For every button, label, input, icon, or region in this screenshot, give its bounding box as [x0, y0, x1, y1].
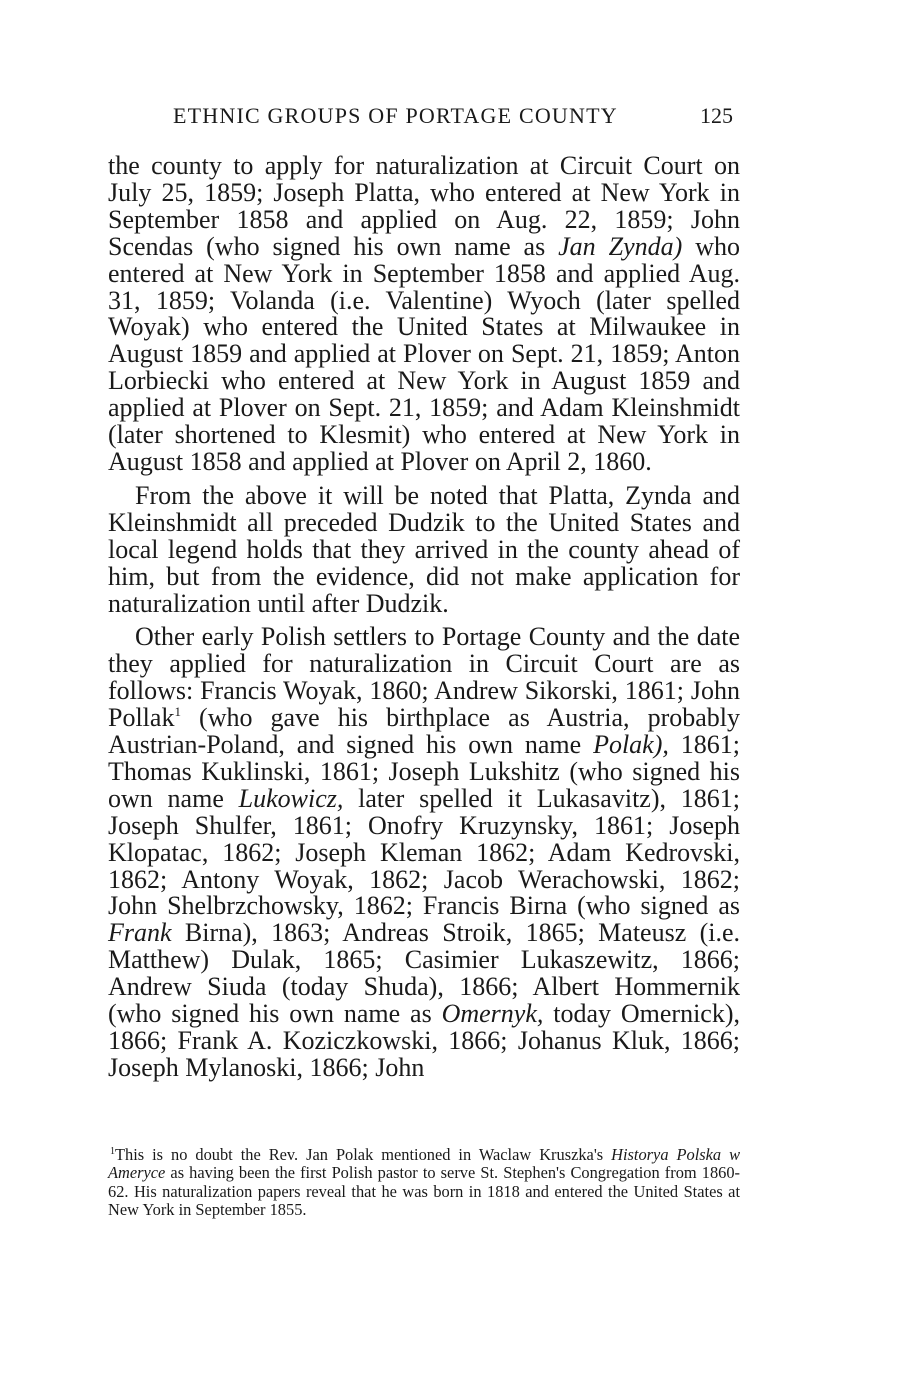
italic-title: Historya Polska w Ameryce [108, 1145, 741, 1183]
running-title: ETHNIC GROUPS OF PORTAGE COUNTY [173, 103, 618, 128]
italic-name: Lukowicz, [238, 783, 344, 813]
body-text [108, 153, 740, 1082]
running-header [0, 103, 900, 135]
footnote-mark: 1 [110, 1146, 115, 1157]
italic-name: Omernyk, [441, 999, 544, 1029]
italic-name: Polak), [593, 730, 669, 760]
paragraph-1: the county to apply for naturalization at Circuit Court on July 25, 1859; Joseph Platta, who entered at New York in September 1858 and applied on Aug. 22, 1859; John Scendas (who signed his own name as Jan Zynda) who entered at New York in September 1858 and applied Aug. 31, 1859; Volanda (i.e. Valentine) Wyoch (later spelled Woyak) who entered the United States at Milwaukee in August 1859 and applied at Plover on Sept. 21, 1859; Anton Lorbiecki who entered at New York in August 1859 and applied at Plover on Sept. 21, 1859; and Adam Kleinshmidt (later shortened to Klesmit) who entered at New York in August 1858 and applied at Plover on April 2, 1860. [108, 151, 740, 476]
paragraph-3: Other early Polish settlers to Portage County and the date they applied for naturalization in Circuit Court are as follows: Francis Woyak, 1860; Andrew Sikorski, 1861; John Pollak$^1$ (who gave his birthplace as Austria, probably Austrian-Poland, and signed his own name Polak), 1861; Thomas Kuklinski, 1861; Joseph Lukshitz (who signed his own name Lukowicz, later spelled it Lukasavitz), 1861; Joseph Shulfer, 1861; Onofry Kruzynsky, 1861; Joseph Klopatac, 1862; Joseph Kleman 1862; Adam Kedrovski, 1862; Antony Woyak, 1862; Jacob Werachowski, 1862; John Shelbrzchowsky, 1862; Francis Birna (who signed as Frank Birna), 1863; Andreas Stroik, 1865; Mateusz (i.e. Matthew) Dulak, 1865; Casimier Lukaszewitz, 1866; Andrew Siuda (today Shuda), 1866; Albert Hommernik (who signed his own name as Omernyk, today Omernick), 1866; Frank A. Koziczkowski, 1866; Johanus Kluk, 1866; Joseph Mylanoski, 1866; John [108, 622, 740, 1082]
page-number: 125 [700, 103, 733, 128]
footnote-reference: 1 [174, 704, 181, 720]
footnote: $^1$This is no doubt the Rev. Jan Polak mentioned in Waclaw Kruszka's Historya Polska w Ameryce as having been the first Polish pastor to serve St. Stephen's Congregation from 1860-62. His naturalization papers reveal that he was born in 1818 and entered the United States at New York in September 1855. [108, 1145, 741, 1219]
paragraph-2: From the above it will be noted that Platta, Zynda and Kleinshmidt all preceded Dudzik to the United States and local legend holds that they arrived in the county ahead of him, but from the evidence, did not make application for naturalization until after Dudzik. [108, 480, 740, 618]
italic-name: Frank [108, 918, 172, 948]
italic-name: Jan Zynda) [558, 231, 683, 261]
